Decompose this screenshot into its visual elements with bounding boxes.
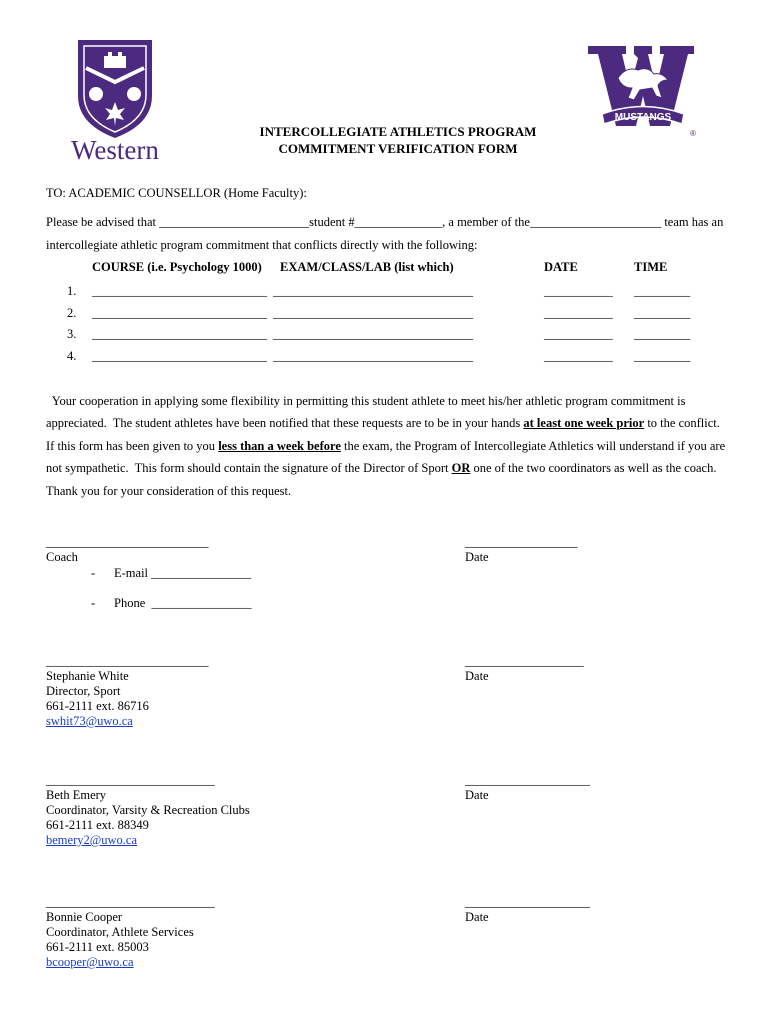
course-field[interactable]: ____________________________ (92, 349, 267, 363)
emery-name: Beth Emery (46, 788, 107, 802)
emery-title: Coordinator, Varsity & Recreation Clubs (46, 803, 250, 817)
cooper-email-link[interactable]: bcooper@uwo.ca (46, 955, 134, 969)
date-field[interactable]: ___________ (544, 284, 613, 298)
emphasis-less-than-week: less than a week before (218, 439, 341, 453)
emphasis-one-week-prior: at least one week prior (523, 416, 645, 430)
body-text: appreciated. The student athletes have been notified that these requests are to be in your hands (46, 416, 524, 430)
row-number: 1. (67, 284, 77, 298)
body-line-4 (46, 461, 716, 476)
director-title: Director, Sport (46, 684, 121, 698)
director-date-label: Date (465, 669, 489, 683)
exam-field[interactable]: ________________________________ (273, 306, 473, 320)
date-field[interactable]: ___________ (544, 327, 613, 341)
form-title-line1: INTERCOLLEGIATE ATHLETICS PROGRAM (259, 124, 537, 139)
phone-dash: - (91, 596, 96, 610)
row-number: 4. (67, 349, 77, 363)
time-field[interactable]: _________ (634, 306, 691, 320)
advise-line-2: intercollegiate athletic program commitment that conflicts directly with the following: (46, 238, 478, 252)
header-date: DATE (544, 260, 578, 274)
body-text: one of the two coordinators as well as the coach. (470, 461, 717, 475)
coach-email-field[interactable]: E-mail ________________ (114, 566, 252, 580)
cooper-date-label: Date (465, 910, 489, 924)
advise-line-1: Please be advised that ________________________student #______________, a member of the_____________________ team has an (46, 215, 724, 229)
director-email-link[interactable]: swhit73@uwo.ca (46, 714, 133, 728)
header-course: COURSE (i.e. Psychology 1000) (92, 260, 262, 274)
time-field[interactable]: _________ (634, 327, 691, 341)
western-wordmark: Western (71, 135, 159, 163)
time-field[interactable]: _________ (634, 349, 691, 363)
row-number: 3. (67, 327, 77, 341)
emery-date-line[interactable]: ____________________ (465, 773, 590, 787)
coach-date-line[interactable]: __________________ (465, 535, 578, 549)
form-title-line2: COMMITMENT VERIFICATION FORM (278, 141, 518, 156)
emery-phone: 661-2111 ext. 88349 (46, 818, 149, 832)
to-academic-counsellor: TO: ACADEMIC COUNSELLOR (Home Faculty): (46, 186, 307, 200)
emery-email-link[interactable]: bemery2@uwo.ca (46, 833, 137, 847)
mustangs-wordmark: MUSTANGS (614, 112, 672, 123)
date-field[interactable]: ___________ (544, 306, 613, 320)
registered-mark: ® (690, 129, 696, 138)
coach-signature-line[interactable]: __________________________ (46, 535, 209, 549)
course-field[interactable]: ____________________________ (92, 327, 267, 341)
cooper-signature-line[interactable]: ___________________________ (46, 895, 215, 909)
cooper-phone: 661-2111 ext. 85003 (46, 940, 149, 954)
director-date-line[interactable]: ___________________ (465, 654, 584, 668)
time-field[interactable]: _________ (634, 284, 691, 298)
row-number: 2. (67, 306, 77, 320)
body-line-2 (46, 416, 720, 431)
exam-field[interactable]: ________________________________ (273, 284, 473, 298)
cooper-date-line[interactable]: ____________________ (465, 895, 590, 909)
director-phone: 661-2111 ext. 86716 (46, 699, 149, 713)
body-line-1: Your cooperation in applying some flexibility in permitting this student athlete to meet his/her athletic program commitment is (46, 394, 686, 408)
coach-label: Coach (46, 550, 78, 564)
exam-field[interactable]: ________________________________ (273, 327, 473, 341)
coach-phone-field[interactable]: Phone ________________ (114, 596, 252, 610)
body-text: to the conflict. (644, 416, 720, 430)
cooper-title: Coordinator, Athlete Services (46, 925, 194, 939)
header-time: TIME (634, 260, 668, 274)
director-name: Stephanie White (46, 669, 129, 683)
emery-signature-line[interactable]: ___________________________ (46, 773, 215, 787)
header-exam: EXAM/CLASS/LAB (list which) (280, 260, 454, 274)
course-field[interactable]: ____________________________ (92, 284, 267, 298)
body-line-3 (46, 439, 725, 454)
body-text: the exam, the Program of Intercollegiate Athletics will understand if you are (340, 439, 726, 453)
email-dash: - (91, 566, 96, 580)
course-field[interactable]: ____________________________ (92, 306, 267, 320)
exam-field[interactable]: ________________________________ (273, 349, 473, 363)
body-text: not sympathetic. This form should contain the signature of the Director of Sport (46, 461, 452, 475)
body-text: If this form has been given to you (46, 439, 219, 453)
cooper-name: Bonnie Cooper (46, 910, 123, 924)
coach-date-label: Date (465, 550, 489, 564)
date-field[interactable]: ___________ (544, 349, 613, 363)
emphasis-or: OR (451, 461, 471, 475)
body-line-5: Thank you for your consideration of this request. (46, 484, 292, 498)
director-signature-line[interactable]: __________________________ (46, 654, 209, 668)
emery-date-label: Date (465, 788, 489, 802)
